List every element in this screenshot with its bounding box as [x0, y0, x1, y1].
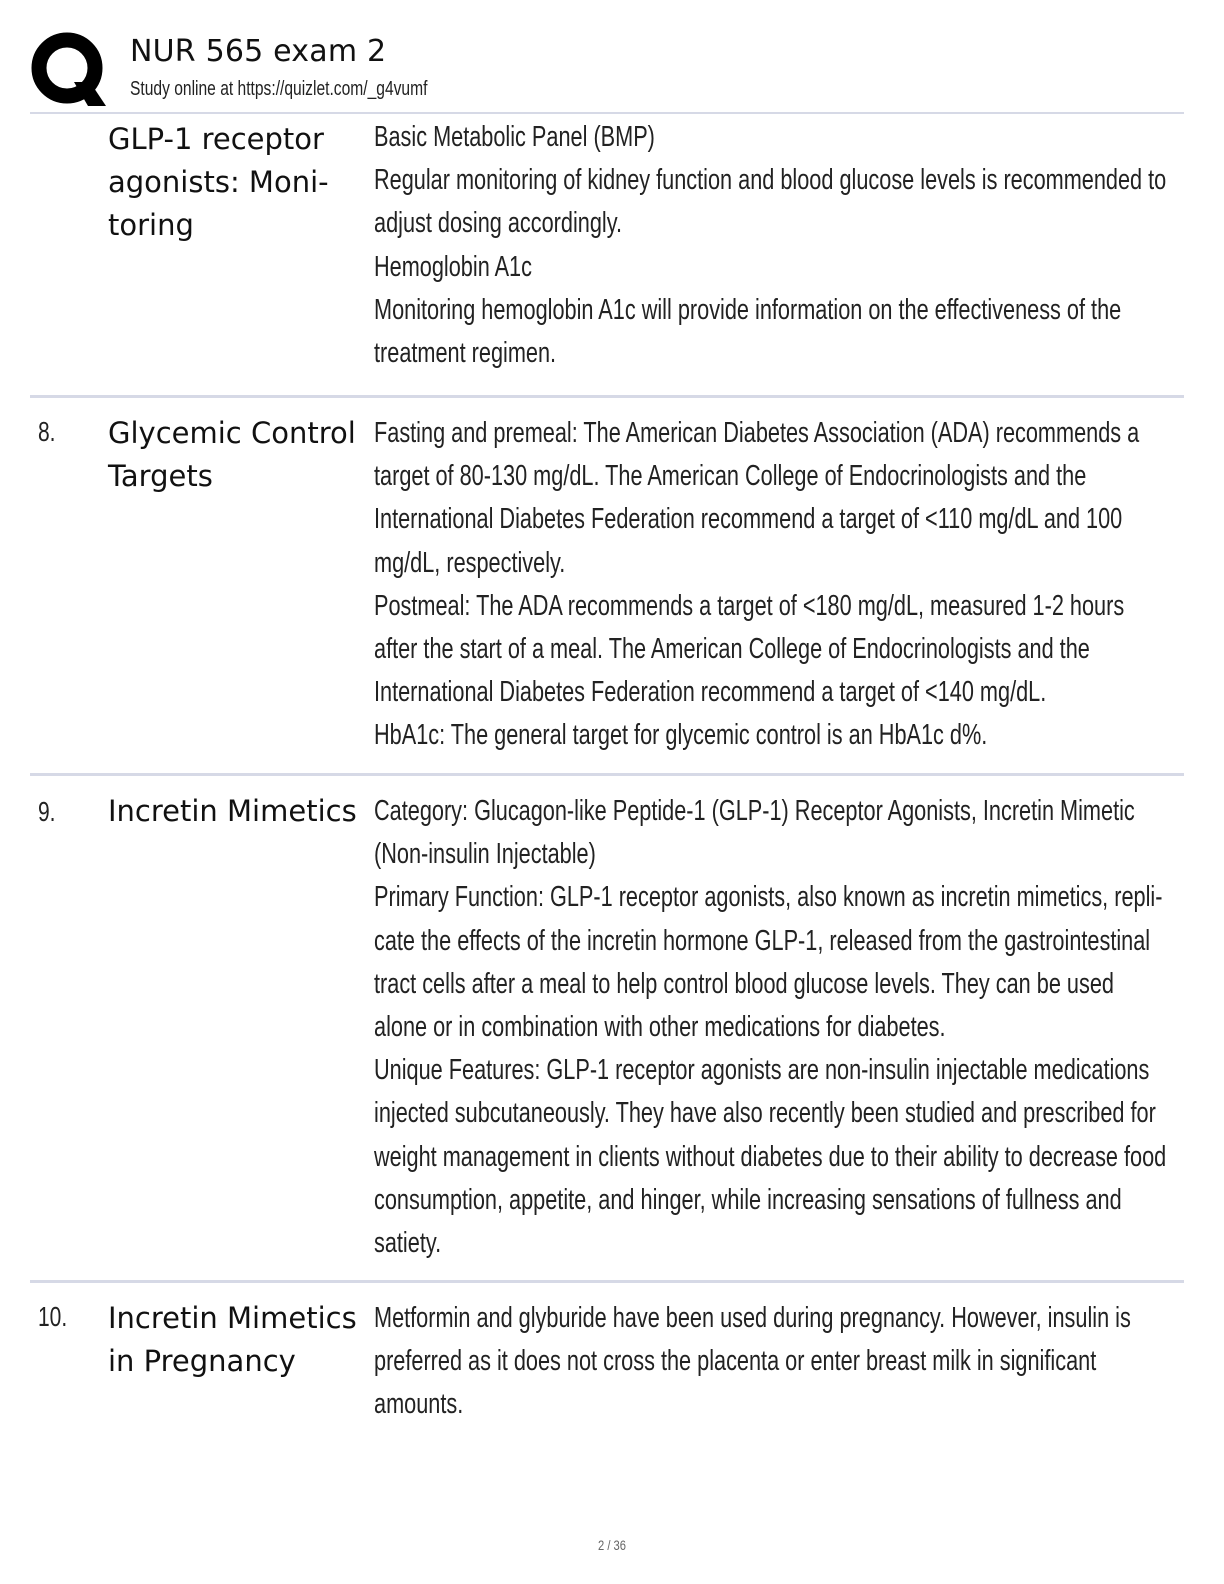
definition-paragraph: Category: Glucagon-like Peptide-1 (GLP-1) Receptor Agonists, Incretin Mimetic (Non-insulin Injectable) [374, 795, 1135, 871]
term: Incretin Mimetics in Pregnancy [108, 1301, 357, 1378]
header-divider [30, 112, 1184, 114]
definition-paragraph: HbA1c: The general target for glycemic control is an HbA1c d%. [374, 719, 988, 752]
definition-paragraph: Unique Features: GLP-1 receptor agonists are non-insulin injectable medications injected subcutaneously. They have also recently been studied and prescribed for weight management in clients without diabetes due to their ability to decrease food consumption, appetite, and hinger, while increasing sensations of fullness and satiety. [374, 1054, 1167, 1260]
quizlet-logo-icon [30, 30, 108, 108]
definition-paragraph: Regular monitoring of kidney function and blood glucose levels is recommended to adjust dosing accordingly. [374, 164, 1167, 240]
definition-paragraph: Postmeal: The ADA recommends a target of <180 mg/dL, measured 1-2 hours after the start of a meal. The American College of Endocrinologists and the International Diabetes Federation recommend a target of <140 mg/dL. [374, 589, 1125, 709]
term: GLP-1 receptor agonists: Moni-toring [108, 122, 329, 242]
page-header [30, 28, 1190, 112]
term: Incretin Mimetics [108, 794, 357, 828]
page-number: 2 / 36 [597, 1537, 627, 1553]
definition-paragraph: Metformin and glyburide have been used during pregnancy. However, insulin is preferred as it does not cross the placenta or enter breast milk in significant amounts. [374, 1302, 1131, 1421]
definition-paragraph: Primary Function: GLP-1 receptor agonists, also known as incretin mimetics, repli-cate the effects of the incretin hormone GLP-1, released from the gastrointestinal tract cells after a meal to help control blood glucose levels. They can be used alone or in combination with other medications for diabetes. [374, 881, 1163, 1044]
document-title: NUR 565 exam 2 [130, 34, 387, 69]
card-number: 10. [38, 1301, 68, 1332]
card-number: 9. [38, 796, 56, 827]
study-online-link[interactable]: Study online at https://quizlet.com/_g4vumf [130, 78, 428, 100]
definition-paragraph: Fasting and premeal: The American Diabetes Association (ADA) recommends a target of 80-130 mg/dL. The American College of Endocrinologists and the International Diabetes Federation recommend a target of <110 mg/dL and 100 mg/dL, respectively. [374, 417, 1140, 579]
term: Glycemic Control Targets [108, 416, 356, 493]
definition [374, 776, 1167, 1265]
flashcard-row [30, 116, 1184, 398]
definition-paragraph: Monitoring hemoglobin A1c will provide information on the effectiveness of the treatment regimen. [374, 293, 1122, 370]
flashcard-row [30, 1283, 1184, 1443]
card-number: 8. [38, 416, 56, 447]
flashcard-row [30, 776, 1184, 1283]
definition [374, 116, 1167, 375]
flashcard-row [30, 398, 1184, 776]
definition [374, 1283, 1167, 1427]
definition [374, 398, 1167, 758]
definition-paragraph: Basic Metabolic Panel (BMP) [374, 121, 655, 153]
flashcard-list [30, 116, 1184, 1443]
definition-paragraph: Hemoglobin A1c [374, 250, 532, 283]
